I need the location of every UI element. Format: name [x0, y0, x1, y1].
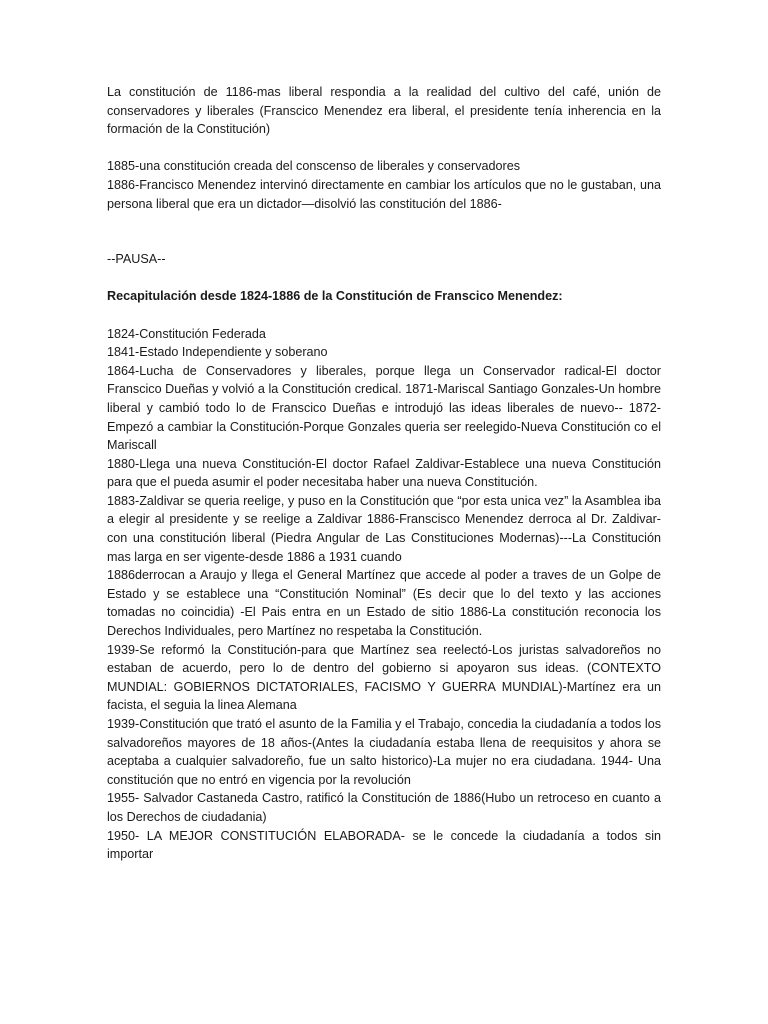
timeline-item: 1864-Lucha de Conservadores y liberales, porque llega un Conservador radical-El doctor Franscico Dueñas y volvió a la Constitución credical. 1871-Mariscal Santiago Gonzales-Un hombre liberal y cambió todo lo de Franscico Dueñas e introdujó las ideas liberales de nuevo-- 1872-Empezó a cambiar la Constitución-Porque Gonzales queria ser reelegido-Nueva Constitución co el Mariscall: [107, 363, 661, 453]
timeline-item: 1880-Llega una nueva Constitución-El doctor Rafael Zaldivar-Establece una nueva Constitución para que el pueda asumir el poder necesitaba haber una nueva Constitución.: [107, 456, 661, 490]
timeline-item: 1939-Se reformó la Constitución-para que Martínez sea reelectó-Los juristas salvadoreños no estaban de acuerdo, pero lo de dentro del gobierno si apoyaron sus ideas. (CONTEXTO MUNDIAL: GOBIERNOS DICTATORIALES, FACISMO Y GUERRA MUNDIAL)-Martínez era un facista, el seguia la linea Alemana: [107, 642, 661, 713]
recap-heading: Recapitulación desde 1824-1886 de la Constitución de Franscico Menendez:: [107, 289, 563, 304]
timeline-item: 1886derrocan a Araujo y llega el General Martínez que accede al poder a traves de un Golpe de Estado y se establece una “Constitución Nominal” (Es decir que lo del texto y las acciones tomadas no coincidia) -El Pais entra en un Estado de sitio 1886-La constitución reconocia los Derechos Individuales, pero Martínez no respetaba la Constitución.: [107, 568, 661, 639]
pausa-marker: --PAUSA--: [107, 252, 166, 267]
timeline-item: 1939-Constitución que trató el asunto de la Familia y el Trabajo, concedia la ciudadanía a todos los salvadoreños mayores de 18 años-(Antes la ciudadanía estaba llena de reequisitos y ahora se aceptaba a cualquier salvadoreño, fue un salto historico)-La mujer no era ciudadana. 1944- Una constitución que no entró en vigencia por la revolución: [107, 717, 661, 787]
timeline-item: 1955- Salvador Castaneda Castro, ratificó la Constitución de 1886(Hubo un retroceso en cuanto a los Derechos de ciudadania): [107, 791, 661, 824]
timeline-item: 1841-Estado Independiente y soberano: [107, 345, 328, 360]
document-body: [107, 83, 661, 864]
intro-paragraph: La constitución de 1186-mas liberal respondia a la realidad del cultivo del café, unión de conservadores y liberales (Franscico Menendez era liberal, el presidente tenía inherencia en la formación de la Constitución): [107, 85, 661, 137]
paragraph-1886: 1886-Francisco Menendez intervinó directamente en cambiar los artículos que no le gustaban, una persona liberal que era un dictador—disolvió las constitución del 1886-: [107, 177, 661, 211]
paragraph-1885: 1885-una constitución creada del conscenso de liberales y conservadores: [107, 159, 521, 174]
timeline-item: 1883-Zaldivar se queria reelige, y puso en la Constitución que “por esta unica vez” la Asamblea iba a elegir al presidente y se reelige a Zaldivar 1886-Franscisco Menendez derroca al Dr. Zaldivar-con una constitución liberal (Piedra Angular de Las Constituciones Modernas)---La Constitución mas larga en ser vigente-desde 1886 a 1931 cuando: [107, 493, 661, 564]
timeline-list: [107, 325, 661, 864]
timeline-item: 1824-Constitución Federada: [107, 326, 266, 341]
timeline-item: 1950- LA MEJOR CONSTITUCIÓN ELABORADA- se le concede la ciudadanía a todos sin importar: [107, 828, 661, 862]
